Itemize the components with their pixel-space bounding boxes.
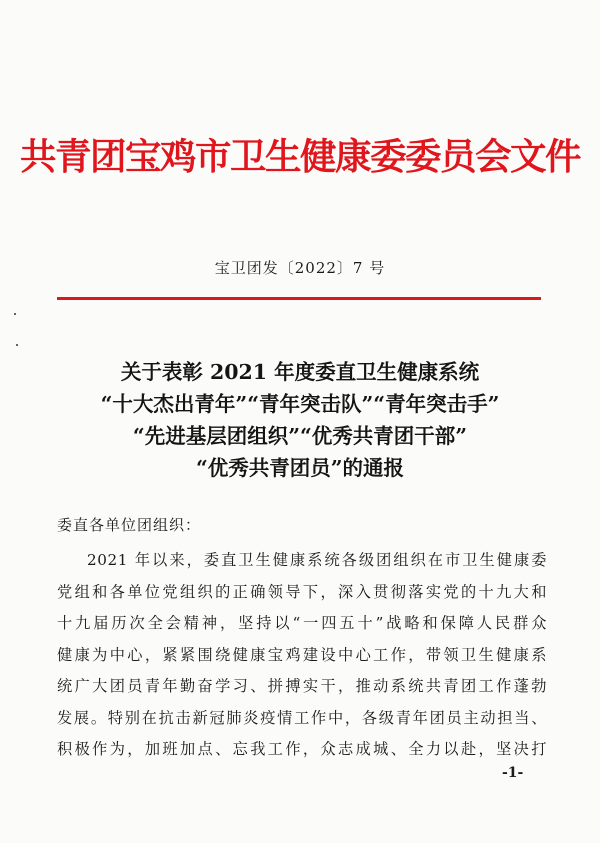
body-line: 发展。特别在抗击新冠肺炎疫情工作中，各级青年团员主动担当、 — [57, 708, 547, 727]
page-number: -1- — [502, 765, 524, 781]
notice-title-line: “优秀共青团员”的通报 — [195, 456, 405, 480]
body-line: 十九届历次全会精神，坚持以“一四五十”战略和保障人民群众 — [57, 614, 547, 632]
notice-title-line: 关于表彰 2021 年度委直卫生健康系统 — [120, 360, 480, 384]
document-header-title: 共青团宝鸡市卫生健康委委员会文件 — [20, 135, 580, 178]
document-number: 宝卫团发〔2022〕7 号 — [214, 259, 386, 277]
body-line: 统广大团员青年勤奋学习、拼搏实干，推动系统共青团工作蓬勃 — [57, 677, 547, 695]
body-line: 积极作为，加班加点、忘我工作，众志成城、全力以赴，坚决打 — [57, 740, 547, 758]
scan-speck — [16, 344, 18, 346]
red-divider-line — [57, 297, 541, 300]
notice-title-line: “先进基层团组织”“优秀共青团干部” — [132, 424, 468, 448]
salutation: 委直各单位团组织： — [57, 516, 202, 534]
body-line: 健康为中心，紧紧围绕健康宝鸡建设中心工作，带领卫生健康系 — [57, 645, 547, 664]
notice-title-line: “十大杰出青年”“青年突击队”“青年突击手” — [100, 392, 500, 416]
body-line: 党组和各单位党组织的正确领导下，深入贯彻落实党的十九大和 — [57, 582, 547, 601]
scan-speck — [14, 313, 16, 315]
notice-title — [0, 356, 600, 484]
body-paragraph — [57, 545, 547, 766]
body-line: 2021 年以来，委直卫生健康系统各级团组织在市卫生健康委 — [87, 551, 547, 569]
